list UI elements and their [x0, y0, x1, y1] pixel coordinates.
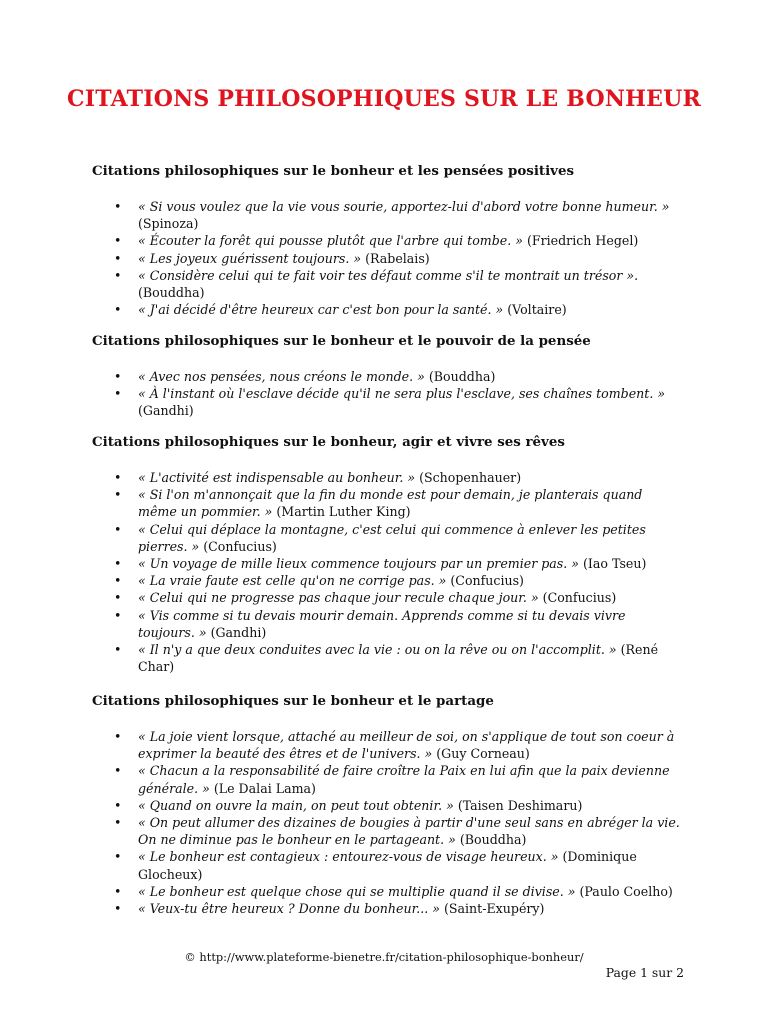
quote-author: (Bouddha) [138, 285, 205, 301]
bullet: • [114, 521, 122, 537]
bullet: • [114, 642, 122, 658]
quote-text: « Avec nos pensées, nous créons le monde. » [138, 369, 425, 384]
bullet: • [114, 199, 122, 214]
list-item [92, 762, 682, 796]
list-item [92, 232, 682, 249]
quote-text: « Le bonheur est contagieux : entourez-vous de visage heureux. » [138, 849, 559, 865]
section-pensees-positives [92, 162, 682, 318]
quote-text: « Quand on ouvre la main, on peut tout obtenir. » [138, 797, 454, 813]
section-partage [92, 692, 682, 917]
quote-text: « Celui qui déplace la montagne, c'est celui qui commence à enlever les petites pierres. » [138, 521, 646, 554]
quote-text: « Un voyage de mille lieux commence toujours par un premier pas. » [138, 556, 579, 572]
list-item [92, 797, 682, 814]
quote-text: « Celui qui ne progresse pas chaque jour recule chaque jour. » [138, 590, 539, 606]
bullet: • [114, 250, 122, 266]
quote-author: (Schopenhauer) [419, 470, 522, 485]
quote-text: « À l'instant où l'esclave décide qu'il ne sera plus l'esclave, ses chaînes tombent. » [138, 386, 666, 402]
list-item [92, 469, 682, 486]
section-pouvoir-pensee [92, 332, 682, 419]
quote-author: (Martin Luther King) [276, 504, 411, 520]
bullet: • [114, 302, 122, 318]
bullet: • [114, 763, 122, 779]
quote-author: (Spinoza) [138, 216, 199, 232]
quote-text: « Les joyeux guérissent toujours. » [138, 250, 362, 266]
bullet: • [114, 267, 122, 283]
quote-text: « Il n'y a que deux conduites avec la vie : ou on la rêve ou on l'accomplit. » [138, 642, 617, 658]
list-item [92, 385, 682, 419]
quote-text: « Écouter la forêt qui pousse plutôt que l'arbre qui tombe. » [138, 233, 523, 249]
quote-author: (Taisen Deshimaru) [457, 797, 583, 813]
quote-author: (Bouddha) [459, 832, 527, 848]
quote-text: « La vraie faute est celle qu'on ne corrige pas. » [138, 573, 447, 589]
bullet: • [114, 729, 122, 744]
list-item [92, 368, 682, 385]
bullet: • [114, 815, 122, 831]
quote-text: « On peut allumer des dizaines de bougies à partir d'une seul sans en abréger la vie. On ne diminue pas le bonheur en le partageant. » [138, 815, 680, 848]
quote-author: (Guy Corneau) [436, 746, 530, 762]
page-title: CITATIONS PHILOSOPHIQUES SUR LE BONHEUR [67, 86, 701, 112]
quote-author: (Paulo Coelho) [579, 883, 673, 899]
list-item [92, 250, 682, 267]
list-item [92, 486, 682, 520]
bullet: • [114, 573, 122, 589]
section-heading: Citations philosophiques sur le bonheur et le partage [92, 693, 494, 709]
list-item [92, 198, 682, 232]
quote-author: (Bouddha) [428, 369, 496, 384]
list-item [92, 848, 682, 882]
bullet: • [114, 901, 122, 917]
bullet: • [114, 883, 122, 899]
quote-author: (Rabelais) [365, 250, 430, 266]
quote-author: (Gandhi) [210, 624, 267, 640]
quote-text: « Vis comme si tu devais mourir demain. Apprends comme si tu devais vivre toujours. » [138, 607, 626, 640]
quote-text: « Veux-tu être heureux ? Donne du bonheur... » [138, 901, 440, 917]
quote-author: (Saint-Exupéry) [443, 901, 545, 917]
bullet: • [114, 470, 122, 485]
quote-author: (Gandhi) [138, 403, 194, 419]
quote-text: « La joie vient lorsque, attaché au meilleur de soi, on s'applique de tout son coeur à exprimer la beauté des êtres et de l'univers. » [138, 729, 675, 762]
quote-author: (Le Dalai Lama) [213, 780, 316, 796]
quote-author: (Dominique Glocheux) [138, 849, 637, 882]
section-heading: Citations philosophiques sur le bonheur, agir et vivre ses rêves [92, 434, 565, 450]
bullet: • [114, 386, 122, 402]
quote-text: « Chacun a la responsabilité de faire croître la Paix en lui afin que la paix devienne générale. » [138, 763, 670, 796]
bullet: • [114, 849, 122, 865]
quote-text: « Si vous voulez que la vie vous sourie, apportez-lui d'abord votre bonne humeur. » [138, 199, 670, 214]
list-item [92, 814, 682, 848]
quote-author: (Friedrich Hegel) [526, 233, 639, 249]
bullet: • [114, 556, 122, 572]
quote-author: (Confucius) [203, 538, 277, 554]
quote-author: (Iao Tseu) [583, 556, 647, 572]
quote-list [92, 728, 682, 917]
list-item [92, 607, 682, 641]
list-item [92, 900, 682, 917]
section-heading: Citations philosophiques sur le bonheur et le pouvoir de la pensée [92, 333, 591, 349]
list-item [92, 728, 682, 762]
footer-source-link[interactable]: © http://www.plateforme-bienetre.fr/citation-philosophique-bonheur/ [184, 950, 584, 964]
quote-list [92, 368, 682, 420]
quote-author: (Voltaire) [507, 302, 567, 318]
bullet: • [114, 797, 122, 813]
quote-list [92, 198, 682, 318]
quote-author: (Confucius) [542, 590, 617, 606]
quote-author: (Confucius) [450, 573, 524, 589]
quote-text: « Considère celui qui te fait voir tes défaut comme s'il te montrait un trésor ». [138, 267, 639, 283]
section-heading: Citations philosophiques sur le bonheur et les pensées positives [92, 163, 575, 179]
quote-text: « L'activité est indispensable au bonheur. » [138, 470, 416, 485]
quote-list [92, 469, 682, 675]
bullet: • [114, 607, 122, 623]
list-item [92, 883, 682, 900]
list-item [92, 641, 682, 675]
bullet: • [114, 369, 122, 384]
quote-text: « Le bonheur est quelque chose qui se multiplie quand il se divise. » [138, 883, 576, 899]
quote-text: « J'ai décidé d'être heureux car c'est bon pour la santé. » [138, 302, 504, 318]
section-agir-vivre-reves [92, 433, 682, 675]
list-item [92, 555, 682, 572]
quote-author: (René Char) [138, 642, 659, 675]
list-item [92, 521, 682, 555]
bullet: • [114, 487, 122, 503]
bullet: • [114, 233, 122, 249]
bullet: • [114, 590, 122, 606]
quote-text: « Si l'on m'annonçait que la fin du monde est pour demain, je planterais quand même un pommier. » [138, 487, 643, 520]
list-item [92, 301, 682, 318]
page-number: Page 1 sur 2 [605, 965, 684, 980]
list-item [92, 267, 682, 301]
list-item [92, 589, 682, 606]
list-item [92, 572, 682, 589]
